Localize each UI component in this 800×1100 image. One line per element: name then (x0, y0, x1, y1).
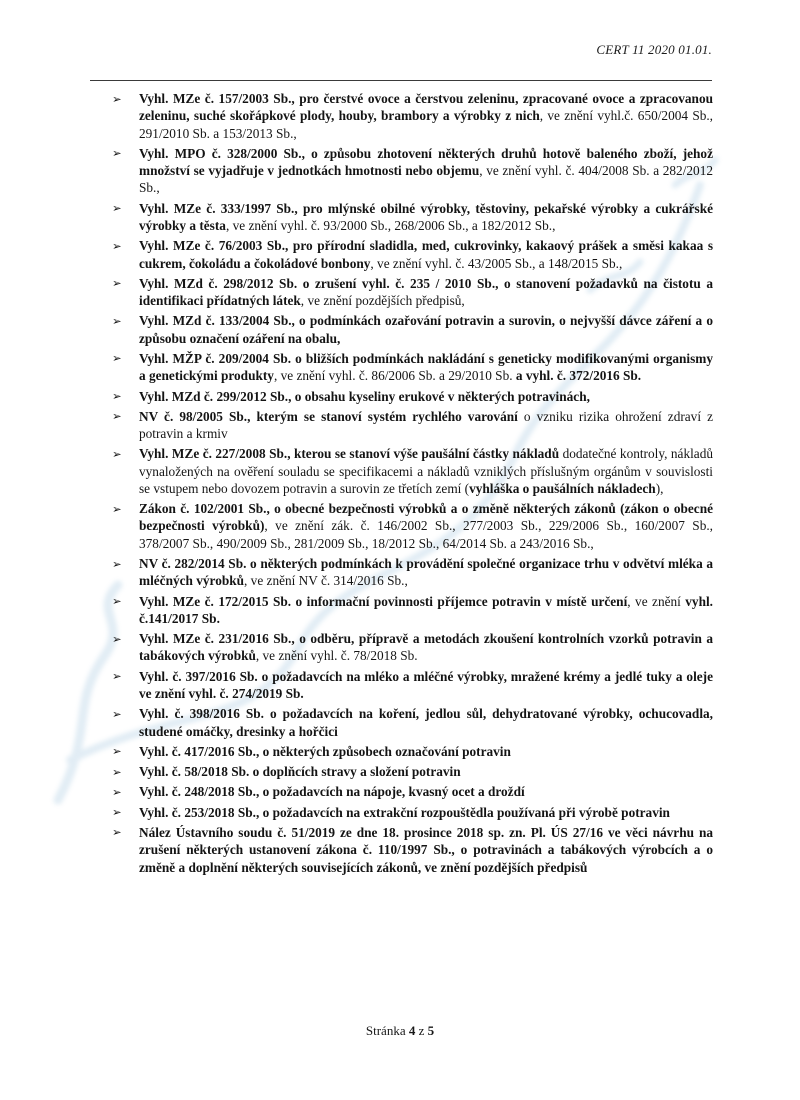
text-segment: , ve znění vyhl. č. 78/2018 Sb. (255, 648, 418, 664)
list-item (112, 593, 713, 628)
list-item (112, 824, 713, 876)
list-item-text (139, 593, 713, 628)
text-segment: 5 (427, 1023, 435, 1038)
text-segment: Nález Ústavního soudu č. 51/2019 ze dne 18. prosince 2018 sp. zn. Pl. ÚS 27/16 ve věci návrhu na zrušení některých ustanovení zákona č. 110/1997 Sb., o potravinách a tabákových výrobcích a o změně a doplnění některých souvisejících zákonů, ve znění pozdějších předpisů (139, 824, 713, 875)
list-item-text (139, 668, 713, 703)
text-segment: o vzniku rizika ohrožení zdraví z potravin a krmiv (139, 408, 713, 442)
arrow-bullet-icon: ➢ (112, 351, 122, 366)
text-segment: Zákon č. 102/2001 Sb., o obecné bezpečnosti výrobků a o změně některých zákonů (zákon o obecné bezpečnosti výrobků) (139, 501, 713, 534)
text-segment: z (415, 1023, 428, 1038)
list-item (112, 312, 713, 347)
text-segment: , ve znění vyhl. č. 86/2006 Sb. a 29/2010 Sb. (273, 368, 516, 384)
text-segment: Vyhl. č. 248/2018 Sb., o požadavcích na nápoje, kvasný ocet a droždí (139, 784, 525, 800)
list-item-text (139, 824, 713, 876)
list-item-text (139, 408, 713, 443)
text-segment: Vyhl. MZe č. 231/2016 Sb., o odběru, přípravě a metodách zkoušení kontrolních vzorků potravin a tabákových výrobků (139, 631, 713, 664)
text-segment: Vyhl. MZe č. 333/1997 Sb., pro mlýnské obilné výrobky, těstoviny, pekařské výrobky a cukrářské výrobky a těsta (139, 200, 713, 233)
text-segment: , ve znění NV č. 314/2016 Sb., (244, 573, 408, 589)
text-segment: 4 (408, 1023, 416, 1038)
arrow-bullet-icon: ➢ (112, 389, 122, 403)
text-segment: NV č. 98/2005 Sb., kterým se stanoví systém rychlého varování (139, 408, 518, 424)
text-segment: , ve znění vyhl.č. 650/2004 Sb., 291/2010 Sb. a 153/2013 Sb., (139, 108, 714, 141)
text-segment: a vyhl. č. 372/2016 Sb. (515, 368, 642, 384)
list-item (112, 200, 713, 235)
arrow-bullet-icon: ➢ (112, 313, 122, 328)
text-segment: vyhláška o paušálních nákladech (469, 480, 656, 496)
regulation-list (112, 90, 713, 879)
text-segment: , ve znění vyhl. č. 93/2000 Sb., 268/2006 Sb., a 182/2012 Sb., (225, 217, 556, 233)
list-item-text (139, 763, 713, 780)
list-item-text (139, 705, 713, 740)
list-item (112, 630, 713, 665)
page-footer (0, 1023, 800, 1039)
text-segment: dodatečné kontroly, nákladů vynaložených na ověření souladu se specifikacemi a nákladů vzniklých příslušným orgánům v souvislosti se vstupem nebo dovozem potravin a surovin ze třetích zemí ( (139, 446, 713, 496)
arrow-bullet-icon: ➢ (112, 706, 122, 721)
list-item-text (139, 555, 713, 590)
arrow-bullet-icon: ➢ (112, 669, 122, 684)
arrow-bullet-icon: ➢ (112, 146, 122, 161)
list-item-text (139, 145, 713, 197)
list-item-text (139, 743, 713, 760)
header-cert-label: CERT 11 2020 01.01. (596, 42, 712, 57)
text-segment: Vyhl. MŽP č. 209/2004 Sb. o bližších podmínkách nakládání s geneticky modifikovanými organismy a genetickými produkty (139, 350, 713, 384)
list-item (112, 445, 713, 497)
list-item (112, 408, 713, 443)
footer-text (366, 1023, 434, 1038)
text-segment: Vyhl. č. 417/2016 Sb., o některých způsobech označování potravin (139, 743, 511, 759)
list-item (112, 500, 713, 552)
list-item-text (139, 783, 713, 800)
arrow-bullet-icon: ➢ (112, 276, 122, 291)
list-item-text (139, 500, 713, 552)
text-segment: , ve znění (627, 593, 686, 609)
arrow-bullet-icon: ➢ (112, 501, 122, 516)
list-item (112, 350, 713, 385)
list-item (112, 275, 713, 310)
arrow-bullet-icon: ➢ (112, 825, 122, 840)
text-segment: Vyhl. MZe č. 227/2008 Sb., kterou se stanoví výše paušální částky nákladů (139, 446, 563, 462)
list-item-text (139, 90, 713, 142)
list-item-text (139, 312, 713, 347)
text-segment: Vyhl. č. 253/2018 Sb., o požadavcích na extrakční rozpouštědla používaná při výrobě potravin (139, 804, 670, 820)
arrow-bullet-icon: ➢ (112, 446, 122, 461)
arrow-bullet-icon: ➢ (112, 409, 122, 424)
list-item (112, 388, 713, 405)
list-item (112, 555, 713, 590)
document-header (90, 42, 712, 58)
arrow-bullet-icon: ➢ (112, 556, 122, 571)
text-segment: Vyhl. MZe č. 157/2003 Sb., pro čerstvé ovoce a čerstvou zeleninu, zpracované ovoce a zpracovanou zeleninu, suché skořápkové plody, houby, brambory a výrobky z nich (139, 91, 713, 124)
text-segment: Vyhl. MZd č. 299/2012 Sb., o obsahu kyseliny erukové v některých potravinách, (139, 388, 590, 404)
text-segment: Vyhl. č. 398/2016 Sb. o požadavcích na koření, jedlou sůl, dehydratované výrobky, ochucovadla, studené omáčky, dresinky a hořčici (139, 706, 713, 739)
text-segment: Vyhl. č. 58/2018 Sb. o doplňcích stravy a složení potravin (139, 764, 461, 780)
arrow-bullet-icon: ➢ (112, 201, 122, 216)
list-item (112, 90, 713, 142)
list-item-text (139, 275, 713, 310)
list-item-text (139, 445, 713, 497)
text-segment: , ve znění vyhl. č. 43/2005 Sb., a 148/2015 Sb., (370, 255, 623, 271)
arrow-bullet-icon: ➢ (112, 238, 122, 253)
arrow-bullet-icon: ➢ (112, 784, 122, 799)
text-segment: Vyhl. MZd č. 133/2004 Sb., o podmínkách ozařování potravin a surovin, o nejvyšší dávce záření a o způsobu označení ozáření na obalu, (139, 313, 713, 346)
text-segment: NV č. 282/2014 Sb. o některých podmínkách k provádění společné organizace trhu v odvětví mléka a mléčných výrobků (139, 556, 713, 589)
arrow-bullet-icon: ➢ (112, 594, 122, 609)
arrow-bullet-icon: ➢ (112, 631, 122, 646)
arrow-bullet-icon: ➢ (112, 805, 122, 820)
arrow-bullet-icon: ➢ (112, 91, 122, 106)
list-item (112, 783, 713, 800)
list-item-text (139, 804, 713, 821)
list-item-text (139, 630, 713, 665)
list-item-text (139, 200, 713, 235)
list-item (112, 804, 713, 821)
list-item (112, 668, 713, 703)
list-item-text (139, 388, 713, 405)
text-segment: vyhl. č.141/2017 Sb. (139, 593, 713, 626)
text-segment: ), (655, 480, 664, 496)
header-divider (90, 80, 712, 81)
text-segment: Vyhl. MZe č. 172/2015 Sb. o informační povinnosti příjemce potravin v místě určení (139, 593, 628, 609)
list-item (112, 763, 713, 780)
list-item (112, 145, 713, 197)
arrow-bullet-icon: ➢ (112, 764, 122, 779)
text-segment: Vyhl. MZe č. 76/2003 Sb., pro přírodní sladidla, med, cukrovinky, kakaový prášek a směsi kakaa s cukrem, čokoládu a čokoládové bonbony (139, 238, 713, 271)
text-segment: Vyhl. č. 397/2016 Sb. o požadavcích na mléko a mléčné výrobky, mražené krémy a jedlé tuky a oleje ve znění vyhl. č. 274/2019 Sb. (139, 668, 713, 701)
list-item (112, 705, 713, 740)
list-item-text (139, 350, 713, 385)
arrow-bullet-icon: ➢ (112, 744, 122, 759)
list-item (112, 743, 713, 760)
text-segment: Vyhl. MZd č. 298/2012 Sb. o zrušení vyhl. č. 235 / 2010 Sb., o stanovení požadavků na čistotu a identifikaci přídatných látek (139, 275, 713, 309)
text-segment: Vyhl. MPO č. 328/2000 Sb., o způsobu zhotovení některých druhů hotově baleného zboží, jehož množství se vyjadřuje v jednotkách hmotnosti nebo objemu (139, 145, 713, 179)
list-item-text (139, 237, 713, 272)
text-segment: Stránka (365, 1023, 409, 1038)
text-segment: , ve znění vyhl. č. 404/2008 Sb. a 282/2012 Sb., (139, 163, 713, 196)
list-item (112, 237, 713, 272)
text-segment: , ve znění pozdějších předpisů, (300, 293, 465, 309)
text-segment: , ve znění zák. č. 146/2002 Sb., 277/2003 Sb., 229/2006 Sb., 160/2007 Sb., 378/2007 Sb., 490/2009 Sb., 281/2009 Sb., 18/2012 Sb., 64/2014 Sb. a 243/2016 Sb., (139, 518, 713, 551)
